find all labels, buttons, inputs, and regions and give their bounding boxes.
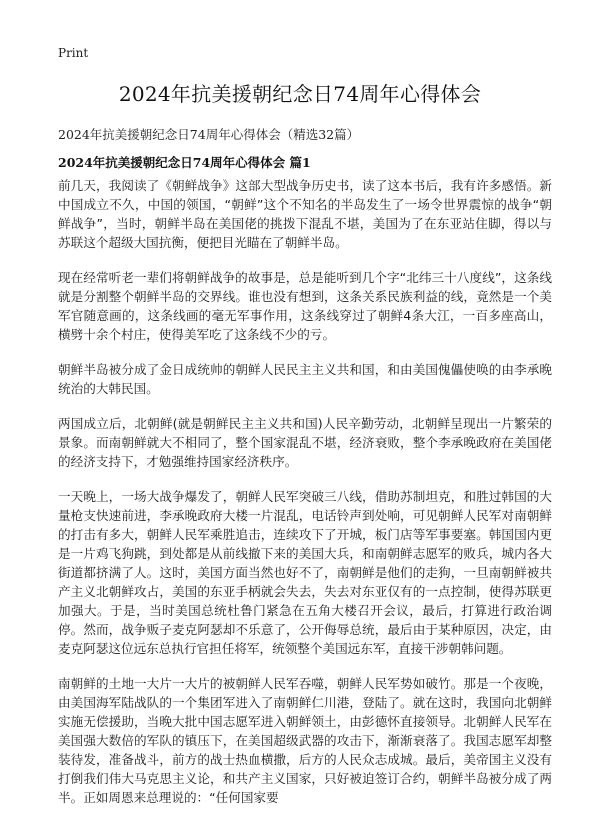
paragraph: 两国成立后，北朝鲜(就是朝鲜民主主义共和国)人民辛勤劳动，北朝鲜呈现出一片繁荣的景象。而南朝鲜就大不相同了，整个国家混乱不堪，经济衰败，整个李承晚政府在美国佬的经济支持下，才勉强维持国家经济秩序。 <box>58 416 552 469</box>
paragraph: 一天晚上，一场大战争爆发了，朝鲜人民军突破三八线，借助苏制坦克，和胜过韩国的大量枪支快速前进，李承晚政府大楼一片混乱，电话铃声到处响，可见朝鲜人民军对南朝鲜的打击有多大，朝鲜人民军乘胜追击，连续攻下了开城，板门店等军事要塞。韩国国内更是一片鸡飞狗跳，到处都是从前线撤下来的美国大兵，和南朝鲜志愿军的败兵，城内各大街道都挤满了人。这时，美国方面当然也好不了，南朝鲜是他们的走狗，一旦南朝鲜被共产主义北朝鲜攻占，美国的东亚手柄就会失去，失去对东亚仅有的一点控制，使得苏联更加强大。于是，当时美国总统杜鲁门紧急在五角大楼召开会议，最后，打算进行政治调停。然而，战争贩子麦克阿瑟却不乐意了，公开侮辱总统，最后由于某种原因，决定，由麦克阿瑟这位远东总执行官担任将军，统领整个美国远东军，直接干涉朝韩问题。 <box>58 489 552 656</box>
paragraph: 前几天，我阅读了《朝鲜战争》这部大型战争历史书，读了这本书后，我有许多感悟。新中国成立不久，中国的领国，“朝鲜”这个不知名的半岛发生了一场令世界震惊的战争“朝鲜战争”，当时，朝鲜半岛在美国佬的挑拨下混乱不堪，美国为了在东亚站住脚，得以与苏联这个超级大国抗衡，便把目光瞄在了朝鲜半岛。 <box>58 178 552 250</box>
paragraph: 朝鲜半岛被分成了金日成统帅的朝鲜人民民主主义共和国，和由美国傀儡使唤的由李承晚统治的大韩民国。 <box>58 362 552 396</box>
section-heading: 2024年抗美援朝纪念日74周年心得体会 篇1 <box>58 155 311 170</box>
paragraph: 南朝鲜的土地一大片一大片的被朝鲜人民军吞噬，朝鲜人民军势如破竹。那是一个夜晚，由美国海军陆战队的一个集团军进入了南朝鲜仁川港，登陆了。就在这时，我国向北朝鲜实施无偿援助，当晚大批中国志愿军进入朝鲜领土，由彭德怀直接领导。北朝鲜人民军在美国强大数倍的军队的镇压下，在美国超级武器的攻击下，渐渐衰落了。我国志愿军却整装待发，准备战斗，前方的战士热血横撒，后方的人民众志成城。最后，美帝国主义没有打倒我们伟大马克思主义论，和共产主义国家，只好被迫签订合约，朝鲜半岛被分成了两半。正如周恩来总理说的：“任何国家要 <box>58 676 552 805</box>
document-subtitle: 2024年抗美援朝纪念日74周年心得体会（精选32篇） <box>58 127 360 142</box>
page-title: 2024年抗美援朝纪念日74周年心得体会 <box>118 82 482 106</box>
article-body <box>58 176 552 823</box>
paragraph: 现在经常听老一辈们将朝鲜战争的故事是，总是能听到几个字“北纬三十八度线”，这条线就是分割整个朝鲜半岛的交界线。谁也没有想到，这条关系民族利益的线，竟然是一个美军官随意画的，这条线画的毫无军事作用，这条线穿过了朝鲜4条大江，一百多座高山，横劈十余个村庄，使得美军吃了这条线不少的亏。 <box>58 270 552 342</box>
print-link[interactable]: Print <box>58 46 89 60</box>
